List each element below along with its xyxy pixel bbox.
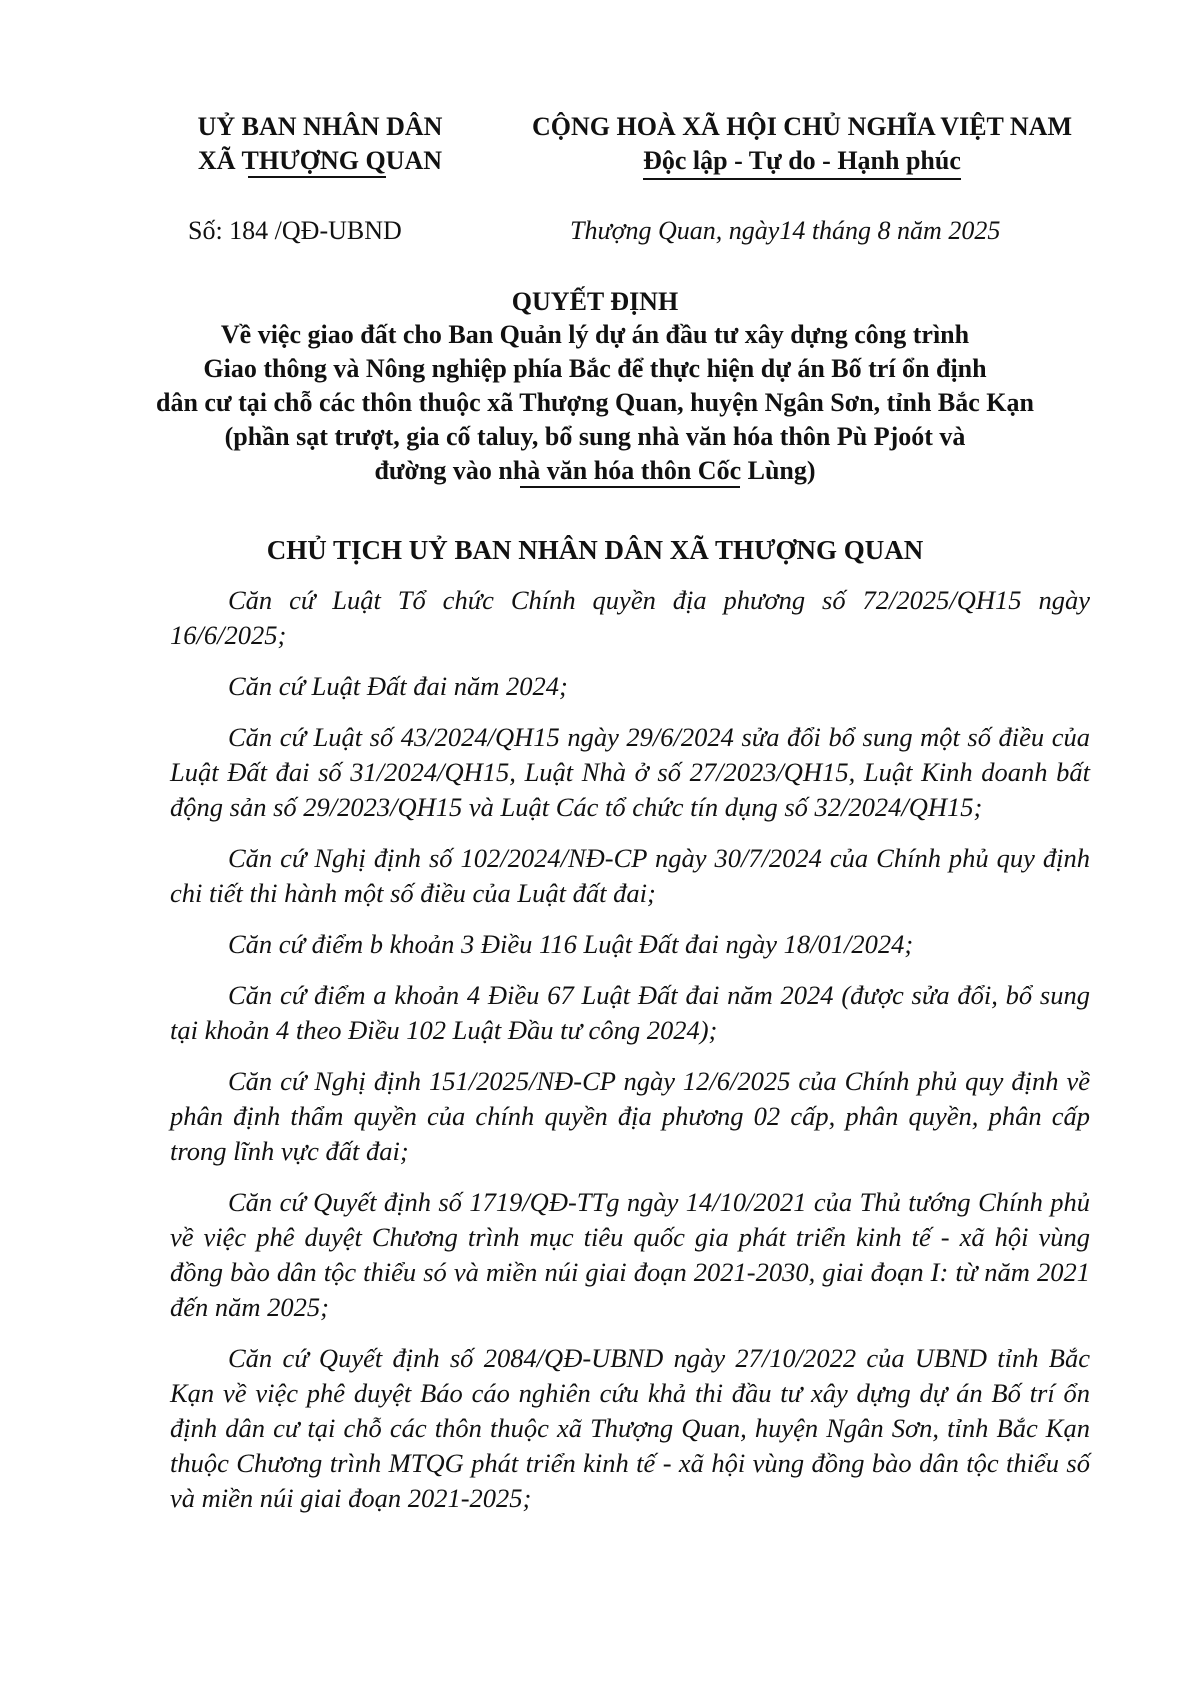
legal-basis-paragraph: Căn cứ Luật số 43/2024/QH15 ngày 29/6/2024 sửa đổi bổ sung một số điều của Luật Đất đai số 31/2024/QH15, Luật Nhà ở số 27/2023/QH15, Luật Kinh doanh bất động sản số 29/2023/QH15 và Luật Các tổ chức tín dụng số 32/2024/QH15;: [170, 722, 1090, 822]
document-title: QUYẾT ĐỊNH: [511, 287, 679, 316]
document-number: Số: 184 /QĐ-UBND: [188, 216, 402, 245]
place-and-date: Thượng Quan, ngày14 tháng 8 năm 2025: [570, 216, 1001, 245]
legal-basis-paragraph: Căn cứ Nghị định số 102/2024/NĐ-CP ngày 30/7/2024 của Chính phủ quy định chi tiết thi hành một số điều của Luật đất đai;: [170, 843, 1090, 908]
issuing-agency: [170, 110, 470, 178]
agency-line-2: XÃ THƯỢNG QUAN: [197, 146, 443, 175]
legal-basis-paragraph: Căn cứ Quyết định số 2084/QĐ-UBND ngày 27/10/2022 của UBND tỉnh Bắc Kạn về việc phê duyệt Báo cáo nghiên cứu khả thi đầu tư xây dựng dự án Bố trí ổn định dân cư tại chỗ các thôn thuộc xã Thượng Quan, huyện Ngân Sơn, tỉnh Bắc Kạn thuộc Chương trình MTQG phát triển kinh tế - xã hội vùng đồng bào dân tộc thiểu số và miền núi giai đoạn 2021-2025;: [170, 1343, 1090, 1513]
agency-underline: [248, 176, 386, 178]
legal-basis-paragraph: Căn cứ Luật Tổ chức Chính quyền địa phương số 72/2025/QH15 ngày 16/6/2025;: [170, 585, 1090, 650]
legal-basis-paragraph: Căn cứ điểm a khoản 4 Điều 67 Luật Đất đai năm 2024 (được sửa đổi, bổ sung tại khoản 4 theo Điều 102 Luật Đầu tư công 2024);: [170, 980, 1090, 1045]
subject-line: (phần sạt trượt, gia cố taluy, bổ sung nhà văn hóa thôn Pù Pjoót và: [224, 422, 966, 451]
agency-line-1: UỶ BAN NHÂN DÂN: [197, 112, 443, 141]
national-motto: Độc lập - Tự do - Hạnh phúc: [643, 144, 961, 180]
subject-line: Giao thông và Nông nghiệp phía Bắc để thực hiện dự án Bố trí ổn định: [203, 354, 987, 383]
issuing-authority: CHỦ TỊCH UỶ BAN NHÂN DÂN XÃ THƯỢNG QUAN: [266, 535, 924, 565]
subject-line: dân cư tại chỗ các thôn thuộc xã Thượng Quan, huyện Ngân Sơn, tỉnh Bắc Kạn: [156, 388, 1034, 417]
subject-line: đường vào nhà văn hóa thôn Cốc Lùng): [374, 456, 816, 485]
subject-line: Về việc giao đất cho Ban Quản lý dự án đầu tư xây dựng công trình: [220, 320, 970, 349]
legal-basis-paragraph: Căn cứ Quyết định số 1719/QĐ-TTg ngày 14/10/2021 của Thủ tướng Chính phủ về việc phê duyệt Chương trình mục tiêu quốc gia phát triển kinh tế - xã hội vùng đồng bào dân tộc thiểu só và miền núi giai đoạn 2021-2030, giai đoạn I: từ năm 2021 đến năm 2025;: [170, 1187, 1090, 1322]
legal-basis-paragraph: Căn cứ điểm b khoản 3 Điều 116 Luật Đất đai ngày 18/01/2024;: [228, 929, 914, 959]
national-heading: [512, 110, 1092, 180]
legal-bases: [170, 583, 1090, 1532]
document-subject: [120, 318, 1070, 488]
nation-name: CỘNG HOÀ XÃ HỘI CHỦ NGHĨA VIỆT NAM: [531, 112, 1073, 141]
legal-basis-paragraph: Căn cứ Nghị định 151/2025/NĐ-CP ngày 12/6/2025 của Chính phủ quy định về phân định thẩm quyền của chính quyền địa phương 02 cấp, phân quyền, phân cấp trong lĩnh vực đất đai;: [170, 1066, 1090, 1166]
subject-underline: [520, 486, 740, 488]
legal-basis-paragraph: Căn cứ Luật Đất đai năm 2024;: [228, 671, 568, 701]
